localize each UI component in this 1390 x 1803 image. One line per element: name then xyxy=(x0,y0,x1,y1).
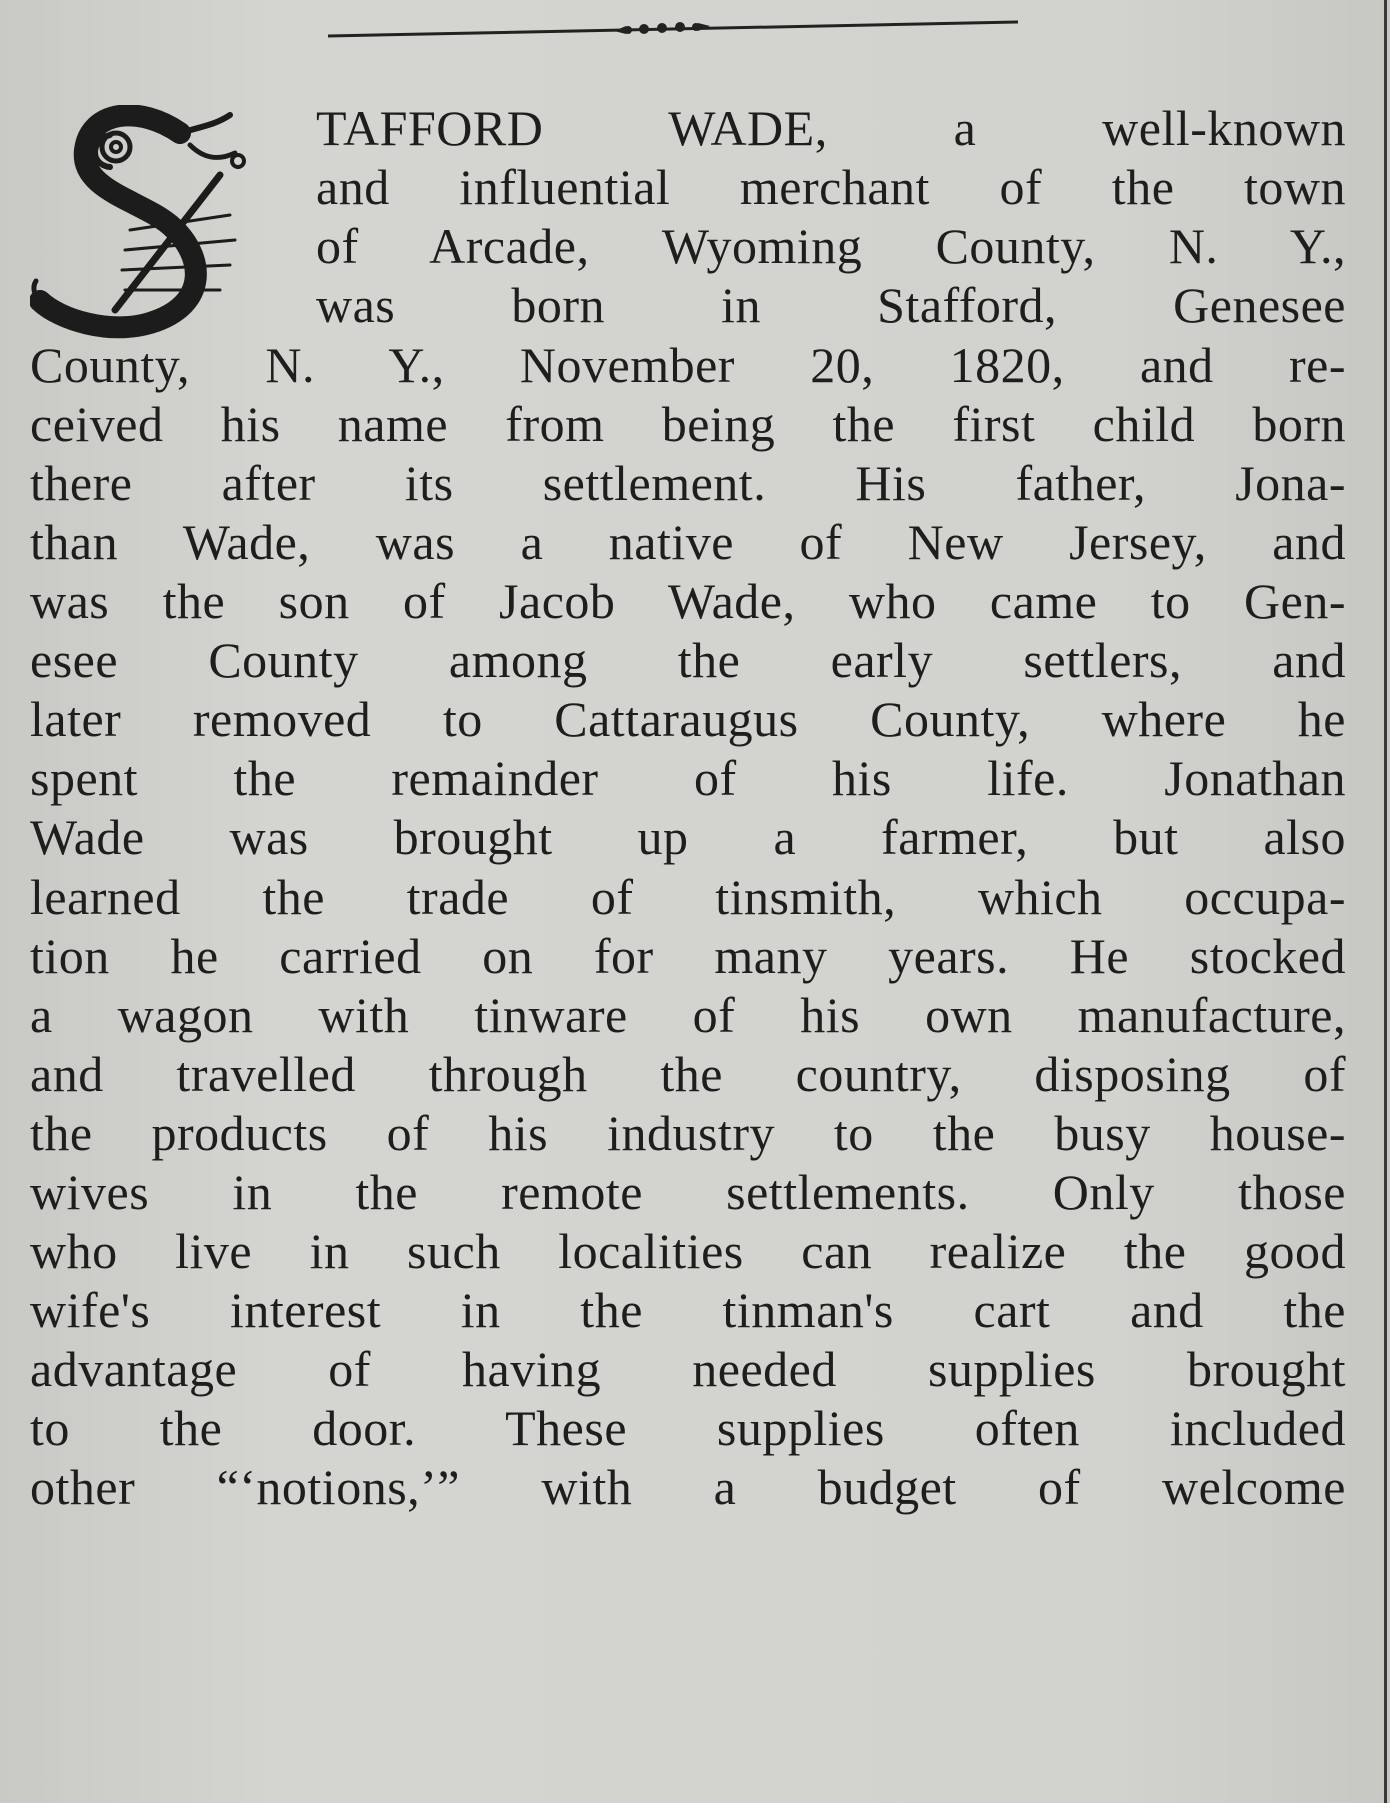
article-line: other “‘notions,’” with a budget of welcome xyxy=(30,1459,1346,1515)
article-line: ceived his name from being the first child born xyxy=(30,396,1346,452)
article-line: wife's interest in the tinman's cart and the xyxy=(30,1282,1346,1338)
article-line: wives in the remote settlements. Only those xyxy=(30,1164,1346,1220)
article-line: spent the remainder of his life. Jonathan xyxy=(30,750,1346,806)
article-line: advantage of having needed supplies brought xyxy=(30,1341,1346,1397)
header-ornament-rule xyxy=(328,8,1018,48)
article-line: TAFFORD WADE, a well-known xyxy=(316,100,1346,156)
article-line: and travelled through the country, disposing of xyxy=(30,1046,1346,1102)
article-line: there after its settlement. His father, Jona- xyxy=(30,455,1346,511)
article-line: the products of his industry to the busy house- xyxy=(30,1105,1346,1161)
article-line: County, N. Y., November 20, 1820, and re- xyxy=(30,337,1346,393)
article-line: a wagon with tinware of his own manufacture, xyxy=(30,987,1346,1043)
article-line: Wade was brought up a farmer, but also xyxy=(30,809,1346,865)
page-edge-divider xyxy=(1384,0,1387,1803)
article-line: esee County among the early settlers, and xyxy=(30,632,1346,688)
article-line: later removed to Cattaraugus County, where he xyxy=(30,691,1346,747)
article-line: was born in Stafford, Genesee xyxy=(316,277,1346,333)
article-line: was the son of Jacob Wade, who came to Gen- xyxy=(30,573,1346,629)
drop-cap-letter-s xyxy=(30,105,260,340)
article-line: tion he carried on for many years. He stocked xyxy=(30,928,1346,984)
article-line: who live in such localities can realize the good xyxy=(30,1223,1346,1279)
article-line: than Wade, was a native of New Jersey, and xyxy=(30,514,1346,570)
article-line: of Arcade, Wyoming County, N. Y., xyxy=(316,218,1346,274)
article-line: and influential merchant of the town xyxy=(316,159,1346,215)
article-line: learned the trade of tinsmith, which occupa- xyxy=(30,869,1346,925)
article-line: to the door. These supplies often included xyxy=(30,1400,1346,1456)
